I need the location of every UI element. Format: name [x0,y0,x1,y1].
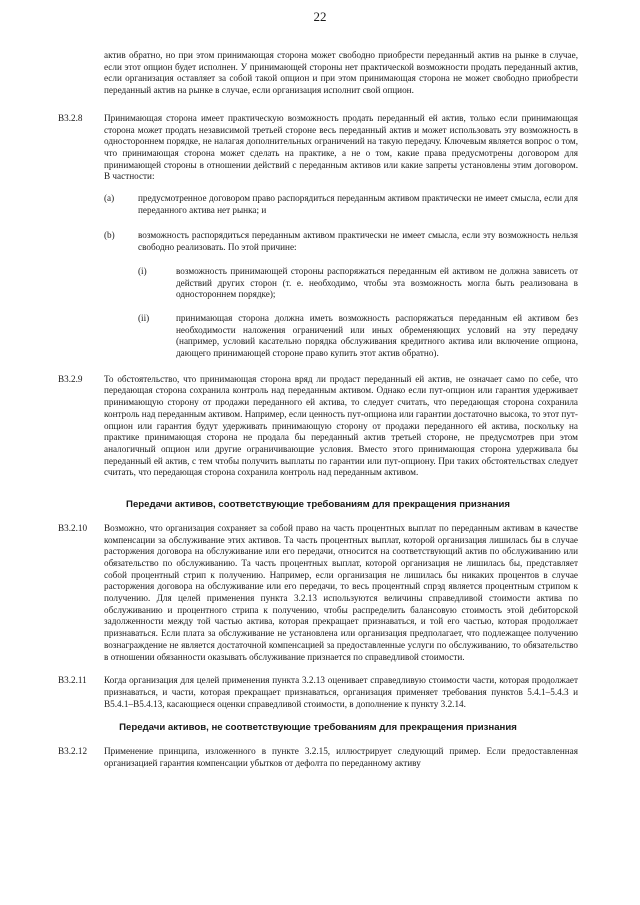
paragraph-b3-2-12 [58,746,578,769]
subitem-label: (i) [138,265,147,276]
subitem-i [138,266,578,301]
subitem-label: (a) [104,193,115,204]
subitem-text: возможность распорядиться переданным активом практически не имеет смысла, если эту возможность нельзя свободно реализовать. По этой причине: [138,230,578,253]
subitem-text: предусмотренное договором право распорядиться переданным активом практически не имеет смысла, если для переданного актива нет рынка; и [138,193,578,215]
section-heading-not-qualifying: Передачи активов, не соответствующие требованиям для прекращения признания [119,722,517,734]
page-content [58,50,578,781]
subitem-label: (ii) [138,312,150,323]
paragraph-text: Возможно, что организация сохраняет за собой право на часть процентных выплат по переданным активам в качестве компенсации за обслуживание этих активов. Та часть процентных выплат, которой организация лишилась бы в случае расторжения договора на обслуживание или его передачи, относится на соответствующий актив по обслуживанию или обязательство по обслуживанию. Та часть процентных выплат, которой организация не лишилась бы, представляет собой процентный стрип к получению. Например, если организация не лишилась бы никаких процентов в случае расторжения договора на обслуживание или его передачи, то весь процентный спрэд является процентным стрипом к получению. Для целей применения пункта 3.2.13 используются величины справедливой стоимости актива по обслуживанию и процентного стрипа к получению, чтобы распределить балансовую стоимость этой дебиторской задолженности между той частью актива, которая прекращает признаваться, и той его частью, которая продолжает признаваться. Если плата за обслуживание не установлена или организация предполагает, что подлежащее получению вознаграждение не является достаточной компенсацией за предоставленные услуги по обслуживанию, то обязательство в отношении обязанности оказывать обслуживание признается по справедливой стоимости. [104,522,578,662]
subitem-text: возможность принимающей стороны распоряжаться переданным ей активом не должна зависеть от действий других сторон (т. е. необходимо, чтобы эта возможность могла быть реализована в одностороннем порядке); [176,265,578,300]
paragraph-text: Применение принципа, изложенного в пункте 3.2.15, иллюстрирует следующий пример. Если предоставленная организацией гарантия компенсации убытков от дефолта по переданному активу [104,746,578,768]
continuation-paragraph: актив обратно, но при этом принимающая сторона может свободно приобрести переданный актив на рынке в случае, если этот опцион будет исполнен. У принимающей стороны нет практической возможности продать переданный актив, если организация оставляет за собой такой опцион и при этом принимающая сторона не может свободно приобрести переданный актив на рынке в случае, если организация исполнит свой опцион. [104,50,578,96]
subitem-b [104,230,578,253]
page-number: 22 [313,9,327,24]
paragraph-b3-2-10 [58,523,578,663]
paragraph-text: Принимающая сторона имеет практическую возможность продать переданный ей актив, только если принимающая сторона может продать независимой третьей стороне весь переданный актив и может использовать эту возможность в одностороннем порядке, не налагая дополнительных ограничений на такую передачу. Ключевым является вопрос о том, что принимающая сторона может сделать на практике, а не о том, какие права предусмотрены договором для принимающей стороны в отношении действий с переданным активов или какие запреты установлены этим договором. В частности: [104,112,578,182]
paragraph-b3-2-9 [58,374,578,479]
paragraph-text: Когда организация для целей применения пункта 3.2.13 оценивает справедливую стоимости части, которая продолжает признаваться, и части, которая прекращает признаваться, организация применяет требования пунктов 5.4.1–5.4.3 и B5.4.1–B5.4.13, касающиеся оценки справедливой стоимости, в дополнение к пункту 3.2.14. [104,675,578,709]
paragraph-number: B3.2.8 [58,112,83,123]
paragraph-number: B3.2.12 [58,746,88,757]
subitem-ii [138,313,578,360]
paragraph-b3-2-11 [58,675,578,710]
paragraph-number: B3.2.9 [58,373,83,384]
paragraph-number: B3.2.10 [58,522,88,533]
subitem-text: принимающая сторона должна иметь возможность распоряжаться переданным ей активом без необходимости наложения ограничений или иных обременяющих условий на эту передачу (например, условий касательно порядка обслуживания кредитного актива или включение опциона, дающего принимающей стороне право купить этот актив обратно). [176,312,578,359]
paragraph-b3-2-8 [58,113,578,183]
subitem-label: (b) [104,230,115,241]
paragraph-text: То обстоятельство, что принимающая сторона вряд ли продаст переданный ей актив, не означает само по себе, что передающая сторона сохранила контроль над переданным активом. Однако если пут-опцион или гарантия удерживает принимающую сторону от продажи переданного ей актива, то следует считать, что передающая сторона сохранила контроль над переданным активом. Например, если ценность пут-опциона или гарантии достаточно высока, то этот пут-опцион или гарантия будут удерживать принимающую сторону от продажи переданного ей актива, поскольку на практике принимающая сторона не продала бы переданный актив третьей стороне, не предусмотрев при этом аналогичный опцион или другие ограничивающие условия. Вместо этого принимающая сторона удерживала бы переданный ей актив, с тем чтобы получить выплаты по гарантии или пут-опциону. При таких обстоятельствах следует считать, что передающая сторона сохранила контроль над переданным активом. [104,373,578,478]
paragraph-number: B3.2.11 [58,675,87,686]
subitem-a [104,193,578,216]
section-heading-qualifying: Передачи активов, соответствующие требованиям для прекращения признания [126,499,510,511]
